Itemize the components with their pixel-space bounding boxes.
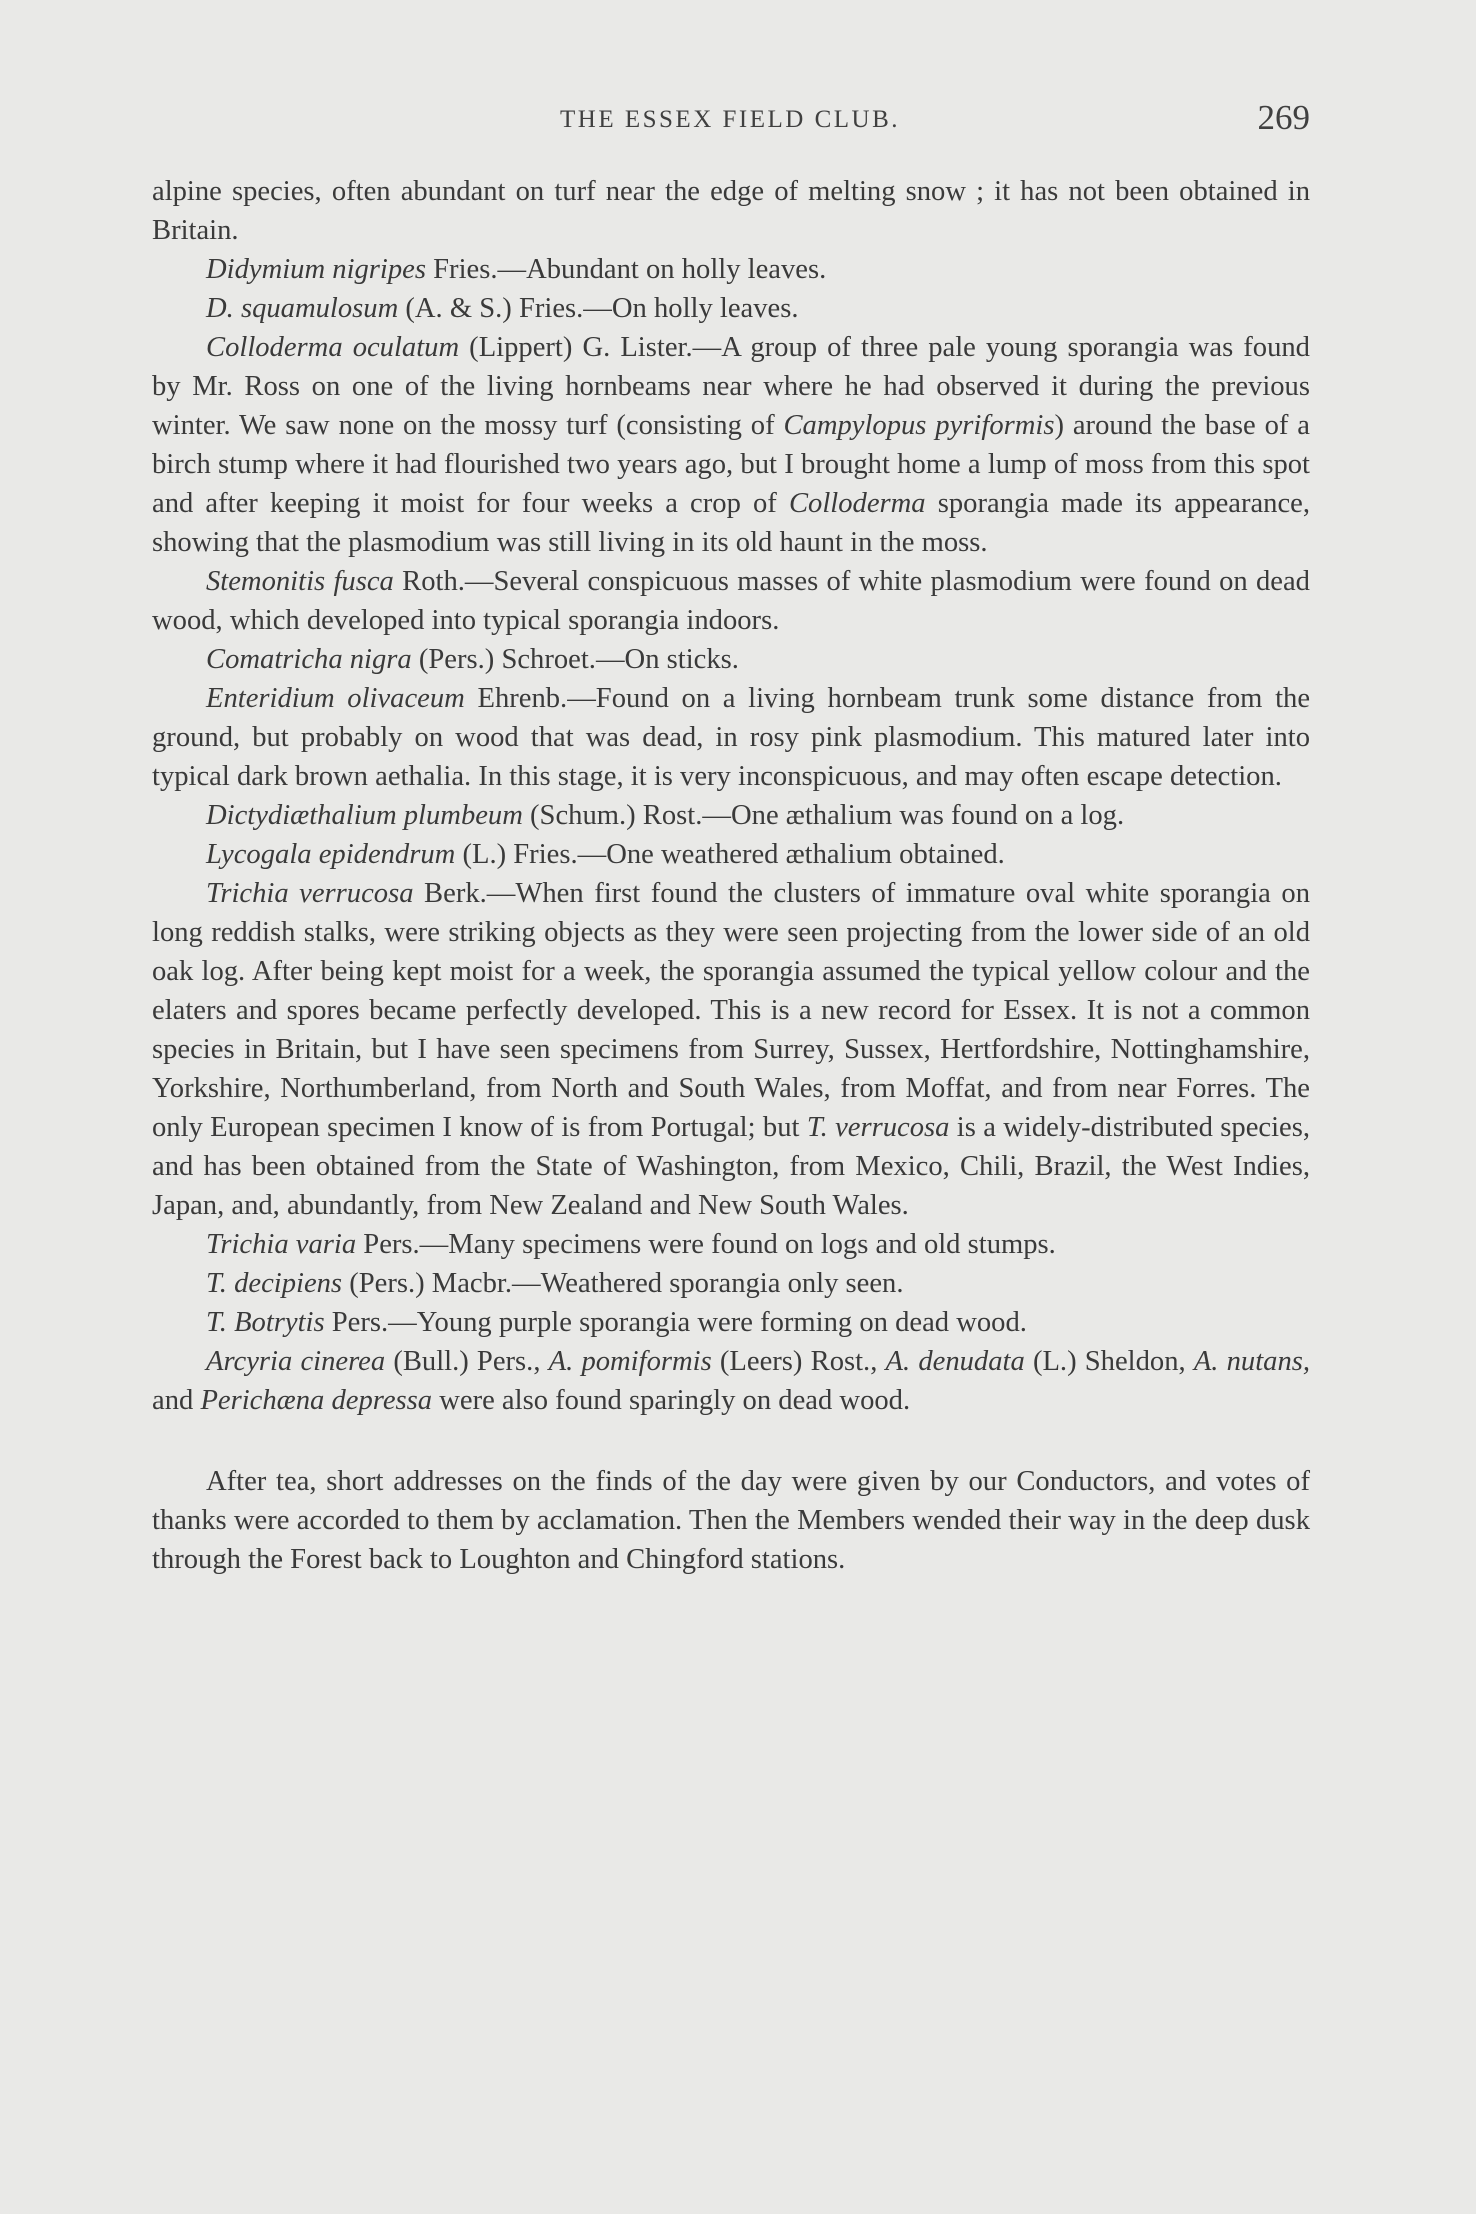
paragraph: [152, 1225, 1310, 1264]
italic-text: Trichia verrucosa: [206, 878, 414, 909]
italic-text: A. pomiformis: [548, 1346, 712, 1377]
paragraph: [152, 835, 1310, 874]
text-run: (Lippert) G. Lister.—A group of three pale young sporangia was found by Mr. Ross on one of the living hornbeams near where he had observed it during the previous winter. We saw none on the mossy turf (consisting of: [152, 332, 1310, 441]
text-run: (Pers.) Schroet.—On sticks.: [411, 644, 739, 675]
italic-text: Dictydiæthalium plumbeum: [206, 800, 523, 831]
text-run: After tea, short addresses on the finds of the day were given by our Conductors, and votes of thanks were accorded to them by acclamation. Then the Members wended their way in the deep dusk through the Forest back to Loughton and Chingford stations.: [152, 1466, 1310, 1575]
paragraph: [152, 796, 1310, 835]
paragraph: [152, 250, 1310, 289]
paragraph: [152, 679, 1310, 796]
paragraph: [152, 1462, 1310, 1579]
italic-text: Stemonitis fusca: [206, 566, 394, 597]
paragraph: [152, 172, 1310, 250]
page-header: [150, 98, 1310, 148]
paragraph: [152, 562, 1310, 640]
text-run: ) around the base of a birch stump where it had flourished two years ago, but I brought home a lump of moss from this spot and after keeping it moist for four weeks a crop of: [152, 410, 1310, 519]
paragraph: [152, 640, 1310, 679]
text-run: Berk.—When first found the clusters of immature oval white sporangia on long reddish stalks, were striking objects as they were seen projecting from the lower side of an old oak log. After being kept moist for a week, the sporangia assumed the typical yellow colour and the elaters and spores became perfectly developed. This is a new record for Essex. It is not a common species in Britain, but I have seen specimens from Surrey, Sussex, Hertfordshire, Nottinghamshire, Yorkshire, Northumberland, from North and South Wales, from Moffat, and from near Forres. The only European specimen I know of is from Portugal; but: [152, 878, 1310, 1143]
text-run: Roth.—Several conspicuous masses of white plasmodium were found on dead wood, which developed into typical sporangia indoors.: [152, 566, 1310, 636]
text-run: (A. & S.) Fries.—On holly leaves.: [398, 293, 799, 324]
running-title: THE ESSEX FIELD CLUB.: [560, 106, 900, 133]
italic-text: Campylopus pyriformis: [783, 410, 1055, 441]
text-run: is a widely-distributed species, and has been obtained from the State of Washington, from Mexico, Chili, Brazil, the West Indies, Japan, and, abundantly, from New Zealand and New South Wales.: [152, 1112, 1310, 1221]
text-run: Fries.—Abundant on holly leaves.: [426, 254, 827, 285]
paragraph-gap: [152, 1420, 1310, 1462]
paragraph: [152, 328, 1310, 562]
text-run: (Leers) Rost.,: [711, 1346, 886, 1377]
text-run: sporangia made its appearance, showing that the plasmodium was still living in its old haunt in the moss.: [152, 488, 1311, 558]
text-run: (Schum.) Rost.—One æthalium was found on a log.: [522, 800, 1125, 831]
italic-text: A. denudata: [885, 1346, 1025, 1377]
text-run: Pers.—Young purple sporangia were forming on dead wood.: [324, 1307, 1027, 1338]
text-run: (Bull.) Pers.,: [385, 1346, 549, 1377]
paragraph: [152, 1264, 1310, 1303]
paragraph: [152, 289, 1310, 328]
italic-text: Arcyria cinerea: [206, 1346, 386, 1377]
text-run: (L.) Fries.—One weathered æthalium obtained.: [455, 839, 1005, 870]
paragraph: [152, 1303, 1310, 1342]
page-number: 269: [1257, 98, 1310, 137]
italic-text: T. verrucosa: [806, 1112, 950, 1143]
italic-text: Colloderma: [788, 488, 926, 519]
italic-text: Enteridium olivaceum: [206, 683, 465, 714]
text-run: alpine species, often abundant on turf near the edge of melting snow ; it has not been obtained in Britain.: [152, 176, 1310, 246]
italic-text: Trichia varia: [206, 1229, 357, 1260]
text-run: Ehrenb.—Found on a living hornbeam trunk some distance from the ground, but probably on wood that was dead, in rosy pink plasmodium. This matured later into typical dark brown aethalia. In this stage, it is very inconspicuous, and may often escape detection.: [152, 683, 1311, 792]
italic-text: T. Botrytis: [206, 1307, 325, 1338]
paragraph: [152, 1342, 1310, 1420]
italic-text: T. decipiens: [206, 1268, 343, 1299]
italic-text: Colloderma oculatum: [206, 332, 460, 363]
text-run: were also found sparingly on dead wood.: [432, 1385, 911, 1416]
paragraph: [152, 874, 1310, 1225]
text-run: Pers.—Many specimens were found on logs and old stumps.: [356, 1229, 1056, 1260]
italic-text: D. squamulosum: [206, 293, 399, 324]
text-run: (L.) Sheldon,: [1024, 1346, 1194, 1377]
body-text: [152, 172, 1310, 1579]
text-run: and: [152, 1385, 201, 1416]
italic-text: Comatricha nigra: [206, 644, 412, 675]
italic-text: Lycogala epidendrum: [206, 839, 456, 870]
italic-text: Didymium nigripes: [206, 254, 426, 285]
italic-text: A. nutans,: [1193, 1346, 1311, 1377]
text-run: (Pers.) Macbr.—Weathered sporangia only seen.: [342, 1268, 904, 1299]
italic-text: Perichæna depressa: [200, 1385, 433, 1416]
